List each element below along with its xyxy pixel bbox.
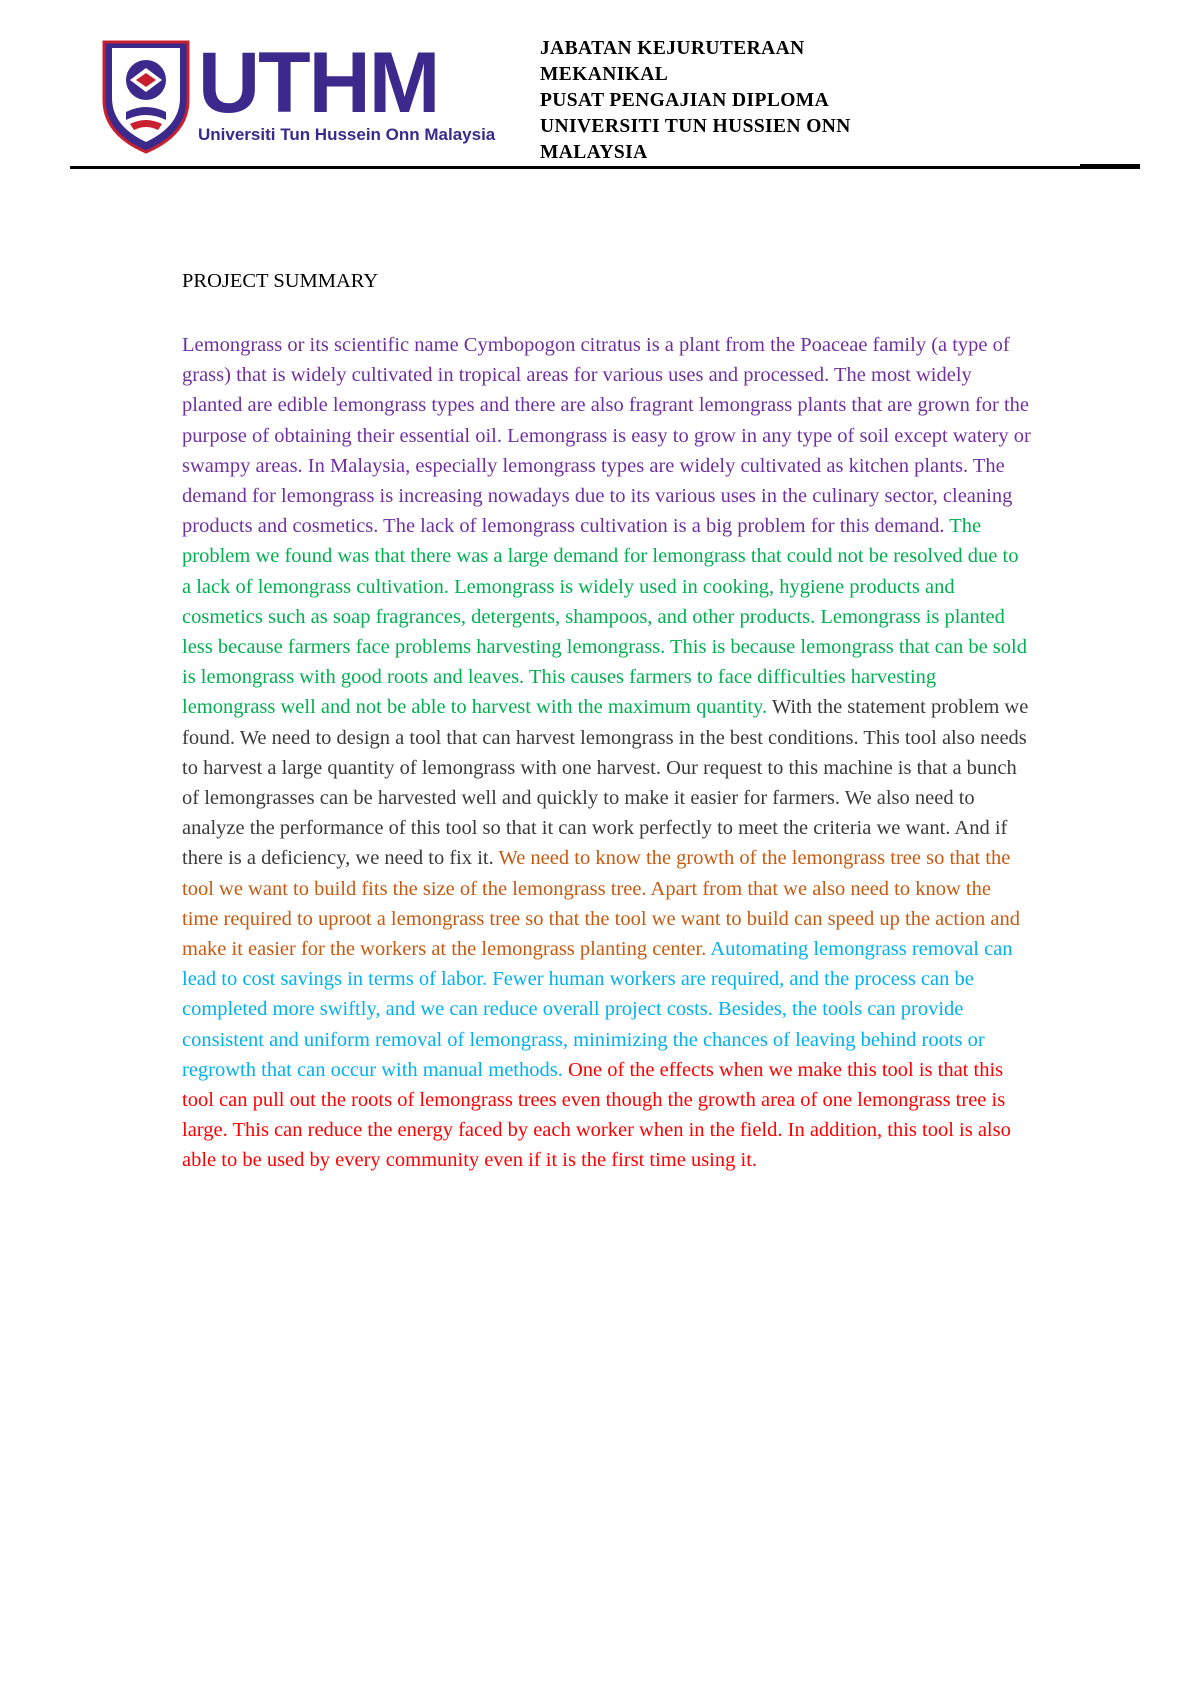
summary-segment-problem: The problem we found was that there was a large demand for lemongrass that could not be resolved due to a lack of lemongrass cultivation. Lemongrass is widely used in cooking, hygiene products and cosmetics such as soap fragrances, detergents, shampoos, and other products. Lemongrass is planted less because farmers face problems harvesting lemongrass. This is because lemongrass that can be sold is lemongrass with good roots and leaves. This causes farmers to face difficulties harvesting lemongrass well and not be able to harvest with the maximum quantity. [182, 515, 1027, 719]
department-line: MALAYSIA [540, 142, 648, 163]
summary-segment-effects: One of the effects when we make this tool is that this tool can pull out the roots of lemongrass trees even though the growth area of one lemongrass tree is large. This can reduce the energy faced by each worker when in the field. In addition, this tool is also able to be used by every community even if it is the first time using it. [182, 1058, 1011, 1172]
department-address-block [540, 36, 940, 166]
department-line: UNIVERSITI TUN HUSSIEN ONN [540, 116, 851, 137]
summary-segment-objective: With the statement problem we found. We need to design a tool that can harvest lemongrass in the best conditions. This tool also needs to harvest a large quantity of lemongrass with one harvest. Our request to this machine is that a bunch of lemongrasses can be harvested well and quickly to make it easier for farmers. We also need to analyze the performance of this tool so that it can work perfectly to meet the criteria we want. And if there is a deficiency, we need to fix it. [182, 696, 1029, 870]
logo-wordmark: UTHM [198, 38, 439, 131]
department-line: PUSAT PENGAJIAN DIPLOMA [540, 90, 830, 111]
summary-paragraph [182, 330, 1032, 1176]
summary-segment-benefits: Automating lemongrass removal can lead to cost savings in terms of labor. Fewer human workers are required, and the process can be completed more swiftly, and we can reduce overall project costs. Besides, the tools can provide consistent and uniform removal of lemongrass, minimizing the chances of leaving behind roots or regrowth that can occur with manual methods. [182, 938, 1013, 1081]
page-title: PROJECT SUMMARY [182, 270, 379, 292]
uthm-logo-graphic [100, 38, 510, 156]
header-divider [70, 166, 1140, 169]
summary-segment-background: Lemongrass or its scientific name Cymbopogon citratus is a plant from the Poaceae family (a type of grass) that is widely cultivated in tropical areas for various uses and processed. The most widely planted are edible lemongrass types and there are also fragrant lemongrass plants that are grown for the purpose of obtaining their essential oil. Lemongrass is easy to grow in any type of soil except watery or swampy areas. In Malaysia, especially lemongrass types are widely cultivated as kitchen plants. The demand for lemongrass is increasing nowadays due to its various uses in the culinary sector, cleaning products and cosmetics. The lack of lemongrass cultivation is a big problem for this demand. [182, 334, 1031, 538]
summary-segment-scope: We need to know the growth of the lemongrass tree so that the tool we want to build fits the size of the lemongrass tree. Apart from that we also need to know the time required to uproot a lemongrass tree so that the tool we want to build can speed up the action and make it easier for the workers at the lemongrass planting center. [182, 847, 1020, 961]
department-line: JABATAN KEJURUTERAAN [540, 38, 805, 59]
logo-university-name: Universiti Tun Hussein Onn Malaysia [198, 125, 496, 144]
department-line: MEKANIKAL [540, 64, 669, 85]
document-body [182, 266, 1032, 1176]
uthm-logo [100, 38, 510, 156]
document-header [0, 0, 1200, 180]
header-divider-accent [1080, 164, 1140, 169]
